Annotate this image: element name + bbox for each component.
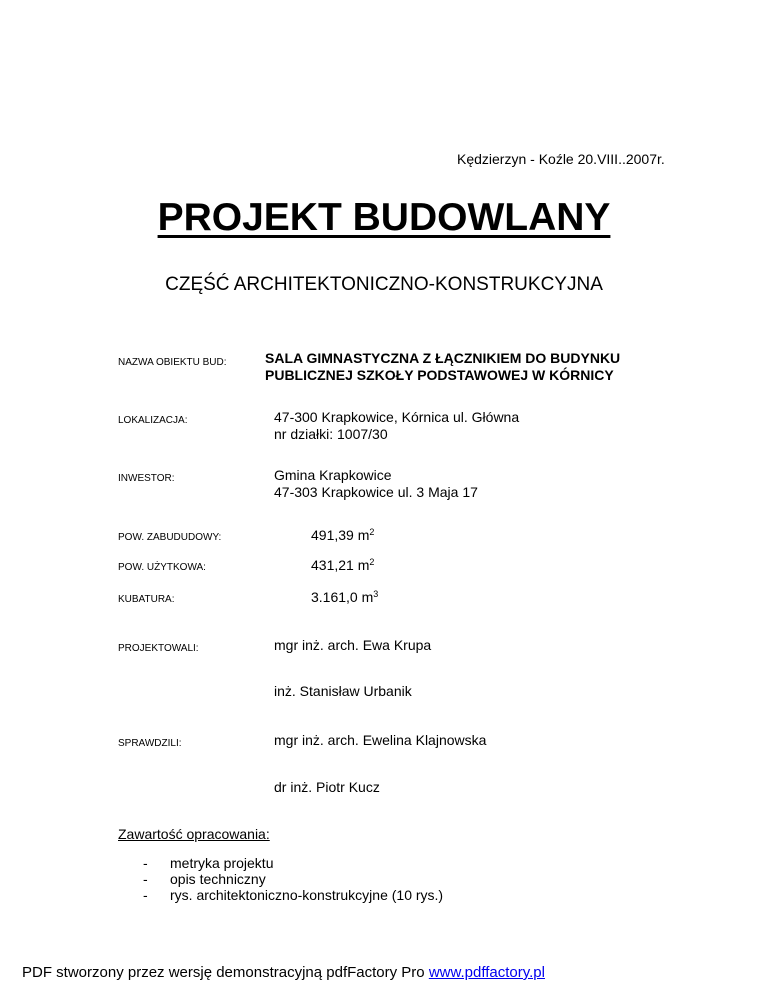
usable-area-value (311, 557, 374, 574)
list-item (143, 855, 443, 871)
page-subtitle: CZĘŚĆ ARCHITEKTONICZNO-KONSTRUKCYJNA (165, 274, 603, 295)
list-item (143, 871, 443, 887)
volume-label: KUBATURA: (118, 594, 175, 605)
location-line1: 47-300 Krapkowice, Kórnica ul. Główna (274, 409, 520, 425)
usable-area-exponent: 2 (369, 557, 375, 567)
checker-1: mgr inż. arch. Ewelina Klajnowska (274, 732, 487, 748)
list-bullet: - (143, 855, 148, 871)
designer-2: inż. Stanisław Urbanik (274, 683, 412, 699)
list-bullet: - (143, 887, 148, 903)
usable-area-label: POW. UŻYTKOWA: (118, 562, 206, 573)
contents-list (143, 855, 443, 903)
list-item-text: rys. architektoniczno-konstrukcyjne (10 rys.) (170, 887, 444, 903)
built-area-label: POW. ZABUDUDOWY: (118, 532, 222, 543)
list-item-text: opis techniczny (170, 871, 266, 887)
built-area-exponent: 2 (369, 527, 375, 537)
footer-link[interactable]: www.pdffactory.pl (428, 964, 545, 981)
page-title: PROJEKT BUDOWLANY (157, 196, 611, 239)
footer-text: PDF stworzony przez wersję demonstracyjną pdfFactory Pro (22, 964, 429, 981)
designer-1: mgr inż. arch. Ewa Krupa (274, 637, 432, 653)
object-name-line2: PUBLICZNEJ SZKOŁY PODSTAWOWEJ W KÓRNICY (265, 367, 614, 383)
investor-line2: 47-303 Krapkowice ul. 3 Maja 17 (274, 484, 478, 500)
list-item (143, 887, 443, 903)
volume-number: 3.161,0 m (311, 589, 374, 605)
designers-label: PROJEKTOWALI: (118, 643, 199, 654)
built-area-value (311, 527, 374, 544)
usable-area-number: 431,21 m (311, 557, 370, 573)
checkers-label: SPRAWDZILI: (118, 738, 182, 749)
volume-value (311, 589, 378, 606)
investor-label: INWESTOR: (118, 473, 175, 484)
location-label: LOKALIZACJA: (118, 415, 188, 426)
investor-line1: Gmina Krapkowice (274, 467, 392, 483)
location-line2: nr działki: 1007/30 (274, 426, 388, 442)
contents-title: Zawartość opracowania: (118, 826, 270, 842)
object-name-line1: SALA GIMNASTYCZNA Z ŁĄCZNIKIEM DO BUDYNKU (265, 350, 621, 366)
volume-exponent: 3 (373, 589, 379, 599)
pdf-footer (22, 964, 545, 981)
object-name-label: NAZWA OBIEKTU BUD: (118, 357, 227, 368)
built-area-number: 491,39 m (311, 527, 370, 543)
list-item-text: metryka projektu (170, 855, 274, 871)
date-line: Kędzierzyn - Koźle 20.VIII..2007r. (457, 151, 665, 167)
list-bullet: - (143, 871, 148, 887)
checker-2: dr inż. Piotr Kucz (274, 779, 380, 795)
